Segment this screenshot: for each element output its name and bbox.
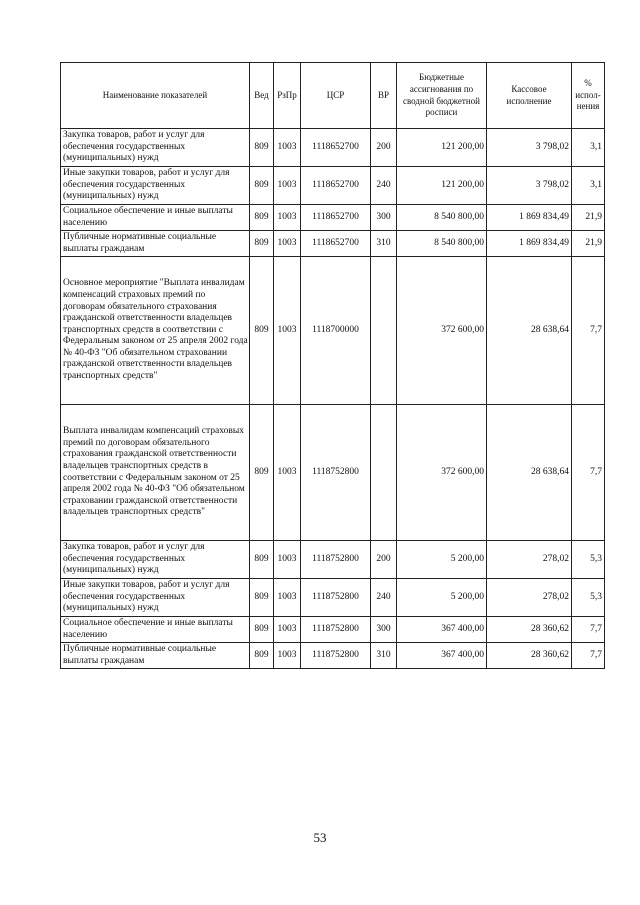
cell-vr: 310 <box>371 231 397 257</box>
cell-ved: 809 <box>250 231 274 257</box>
cell-rzpr: 1003 <box>274 579 301 617</box>
table-row <box>61 541 605 579</box>
cell-csr: 1118752800 <box>301 405 371 541</box>
cell-name: Закупка товаров, работ и услуг для обеспечения государственных (муниципальных) нужд <box>61 129 250 167</box>
cell-ved: 809 <box>250 129 274 167</box>
cell-name: Публичные нормативные социальные выплаты гражданам <box>61 231 250 257</box>
cell-rzpr: 1003 <box>274 617 301 643</box>
cell-rzpr: 1003 <box>274 643 301 669</box>
cell-cash: 3 798,02 <box>487 167 572 205</box>
cell-budget: 8 540 800,00 <box>397 231 487 257</box>
cell-pct: 3,1 <box>572 129 605 167</box>
cell-rzpr: 1003 <box>274 541 301 579</box>
cell-budget: 5 200,00 <box>397 541 487 579</box>
cell-rzpr: 1003 <box>274 205 301 231</box>
cell-ved: 809 <box>250 579 274 617</box>
cell-cash: 28 638,64 <box>487 405 572 541</box>
cell-budget: 121 200,00 <box>397 167 487 205</box>
header-vr: ВР <box>371 63 397 129</box>
cell-rzpr: 1003 <box>274 405 301 541</box>
cell-pct: 21,9 <box>572 205 605 231</box>
table-header-row <box>61 63 605 129</box>
table-row <box>61 579 605 617</box>
header-rzpr: РзПр <box>274 63 301 129</box>
cell-ved: 809 <box>250 405 274 541</box>
cell-vr: 240 <box>371 579 397 617</box>
table-row <box>61 231 605 257</box>
cell-pct: 5,3 <box>572 579 605 617</box>
cell-vr <box>371 257 397 405</box>
budget-execution-table <box>60 62 605 669</box>
cell-cash: 278,02 <box>487 541 572 579</box>
header-name: Наименование показателей <box>61 63 250 129</box>
table-row <box>61 643 605 669</box>
cell-name: Социальное обеспечение и иные выплаты населению <box>61 617 250 643</box>
table-row <box>61 617 605 643</box>
cell-pct: 21,9 <box>572 231 605 257</box>
cell-cash: 1 869 834,49 <box>487 231 572 257</box>
cell-budget: 372 600,00 <box>397 405 487 541</box>
cell-vr: 200 <box>371 129 397 167</box>
cell-rzpr: 1003 <box>274 231 301 257</box>
cell-name: Основное мероприятие "Выплата инвалидам компенсаций страховых премий по договорам обязательного страхования гражданской ответственности владельцев транспортных средств в соответствии с Федеральным законом от 25 апреля 2002 года № 40-ФЗ "Об обязательном страховании гражданской ответственности владельцев транспортных средств" <box>61 257 250 405</box>
cell-cash: 1 869 834,49 <box>487 205 572 231</box>
cell-csr: 1118652700 <box>301 231 371 257</box>
cell-pct: 7,7 <box>572 643 605 669</box>
cell-rzpr: 1003 <box>274 129 301 167</box>
cell-budget: 372 600,00 <box>397 257 487 405</box>
cell-rzpr: 1003 <box>274 167 301 205</box>
cell-csr: 1118752800 <box>301 541 371 579</box>
cell-pct: 5,3 <box>572 541 605 579</box>
header-cash: Кассовое исполнение <box>487 63 572 129</box>
cell-cash: 278,02 <box>487 579 572 617</box>
cell-csr: 1118652700 <box>301 129 371 167</box>
cell-ved: 809 <box>250 257 274 405</box>
cell-name: Социальное обеспечение и иные выплаты населению <box>61 205 250 231</box>
header-pct: % испол-нения <box>572 63 605 129</box>
cell-ved: 809 <box>250 541 274 579</box>
table-row <box>61 257 605 405</box>
table-row <box>61 205 605 231</box>
cell-pct: 7,7 <box>572 405 605 541</box>
cell-pct: 7,7 <box>572 617 605 643</box>
page-number: 53 <box>313 830 327 845</box>
cell-vr: 300 <box>371 205 397 231</box>
cell-pct: 3,1 <box>572 167 605 205</box>
cell-vr <box>371 405 397 541</box>
cell-csr: 1118752800 <box>301 617 371 643</box>
cell-pct: 7,7 <box>572 257 605 405</box>
cell-name: Выплата инвалидам компенсаций страховых премий по договорам обязательного страхования гражданской ответственности владельцев транспортных средств в соответствии с Федеральным законом от 25 апреля 2002 года № 40-ФЗ "Об обязательном страховании гражданской ответственности владельцев транспортных средств" <box>61 405 250 541</box>
cell-name: Иные закупки товаров, работ и услуг для обеспечения государственных (муниципальных) нужд <box>61 579 250 617</box>
cell-csr: 1118752800 <box>301 579 371 617</box>
cell-vr: 200 <box>371 541 397 579</box>
header-ved: Вед <box>250 63 274 129</box>
cell-name: Иные закупки товаров, работ и услуг для обеспечения государственных (муниципальных) нужд <box>61 167 250 205</box>
header-csr: ЦСР <box>301 63 371 129</box>
cell-vr: 240 <box>371 167 397 205</box>
cell-csr: 1118652700 <box>301 167 371 205</box>
cell-cash: 3 798,02 <box>487 129 572 167</box>
cell-csr: 1118700000 <box>301 257 371 405</box>
cell-vr: 300 <box>371 617 397 643</box>
cell-rzpr: 1003 <box>274 257 301 405</box>
cell-csr: 1118752800 <box>301 643 371 669</box>
cell-budget: 5 200,00 <box>397 579 487 617</box>
cell-ved: 809 <box>250 167 274 205</box>
table-row <box>61 167 605 205</box>
table-row <box>61 129 605 167</box>
cell-vr: 310 <box>371 643 397 669</box>
cell-cash: 28 638,64 <box>487 257 572 405</box>
cell-ved: 809 <box>250 643 274 669</box>
cell-budget: 8 540 800,00 <box>397 205 487 231</box>
cell-budget: 367 400,00 <box>397 643 487 669</box>
cell-budget: 121 200,00 <box>397 129 487 167</box>
cell-ved: 809 <box>250 205 274 231</box>
cell-cash: 28 360,62 <box>487 617 572 643</box>
cell-csr: 1118652700 <box>301 205 371 231</box>
cell-cash: 28 360,62 <box>487 643 572 669</box>
cell-budget: 367 400,00 <box>397 617 487 643</box>
cell-name: Закупка товаров, работ и услуг для обеспечения государственных (муниципальных) нужд <box>61 541 250 579</box>
table-row <box>61 405 605 541</box>
cell-name: Публичные нормативные социальные выплаты гражданам <box>61 643 250 669</box>
header-budget: Бюджетные ассигнования по сводной бюджетной росписи <box>397 63 487 129</box>
cell-ved: 809 <box>250 617 274 643</box>
